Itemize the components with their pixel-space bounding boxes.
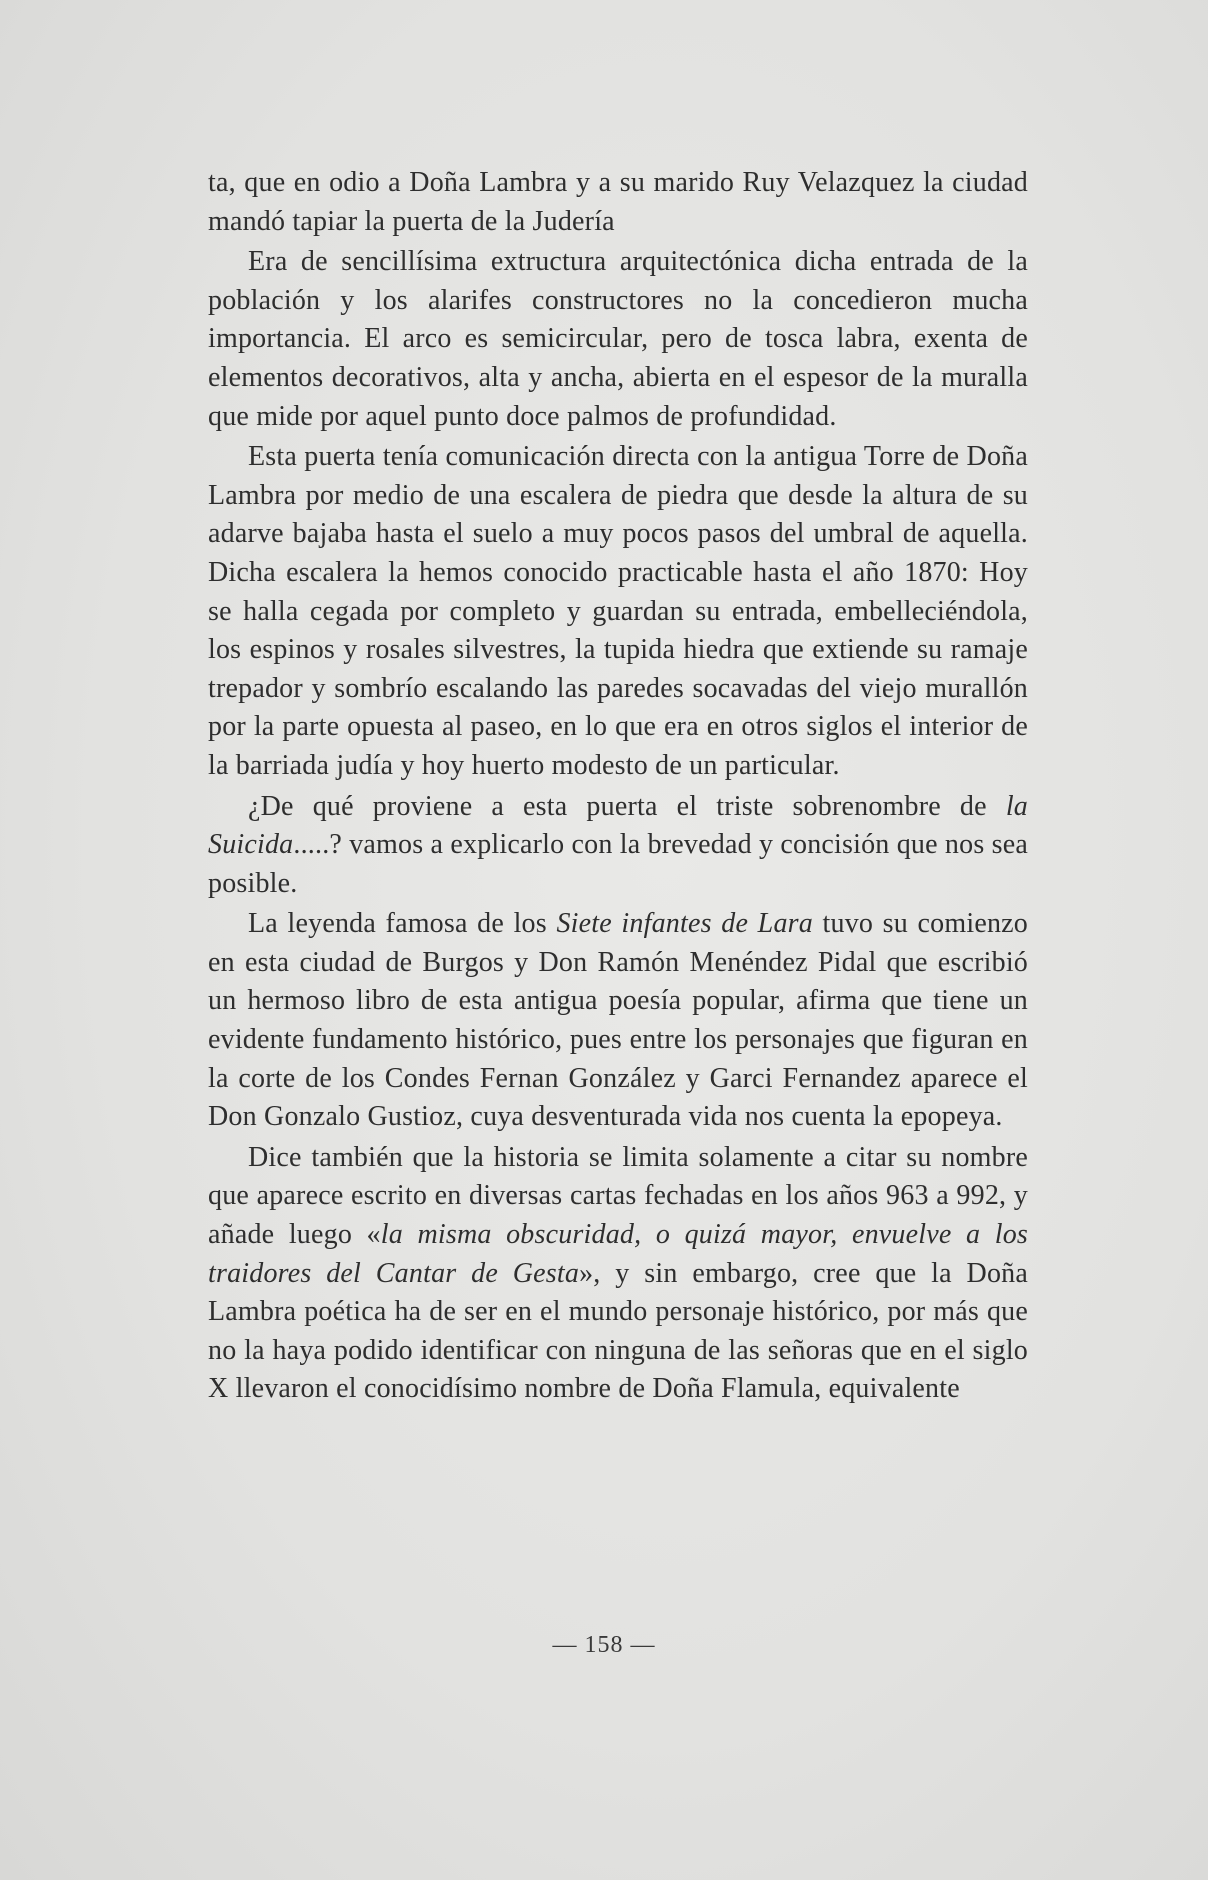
paragraph — [208, 905, 1028, 1137]
body-text — [208, 164, 1028, 1409]
text-run: Era de sencillísima extructura arquitectónica dicha entrada de la población y los alarifes constructores no la concedieron mucha importancia. El arco es semicircular, pero de tosca labra, exenta de elementos decorativos, alta y ancha, abierta en el espesor de la muralla que mide por aquel punto doce palmos de profundidad. — [208, 246, 1028, 432]
text-run: La leyenda famosa de los — [248, 908, 557, 940]
paragraph — [208, 438, 1028, 785]
text-run: ta, que en odio a Doña Lambra y a su marido Ruy Velazquez la ciudad mandó tapiar la puerta de la Judería — [208, 167, 1028, 237]
paragraph — [208, 788, 1028, 904]
italic-text: la Suicida — [208, 790, 1028, 861]
italic-text: la misma obscuridad, o quizá mayor, envuelve a los traidores del Cantar de Gesta — [208, 1219, 1028, 1289]
paragraph — [208, 1139, 1028, 1409]
italic-text: Siete infantes de Lara — [556, 908, 813, 940]
text-run: .....? vamos a explicarlo con la brevedad y concisión que nos sea posible. — [208, 829, 1028, 899]
page-number: — 158 — — [552, 1632, 656, 1658]
text-run: Dice también que la historia se limita solamente a citar su nombre que aparece escrito en diversas cartas fechadas en los años 963 a 992, y añade luego « — [208, 1141, 1028, 1251]
text-run: », y sin embargo, cree que la Doña Lambra poética ha de ser en el mundo personaje histórico, por más que no la haya podido identificar con ninguna de las señoras que en el siglo X llevaron el conocidísimo nombre de Doña Flamula, equivalente — [208, 1257, 1028, 1405]
text-run: tuvo su comienzo en esta ciudad de Burgos y Don Ramón Menéndez Pidal que escribió un hermoso libro de esta antigua poesía popular, afirma que tiene un evidente fundamento histórico, pues entre los personajes que figuran en la corte de los Condes Fernan González y Garci Fernandez aparece el Don Gonzalo Gustioz, cuya desventurada vida nos cuenta la epopeya. — [208, 908, 1028, 1133]
paragraph — [208, 243, 1028, 436]
text-run: ¿De qué proviene a esta puerta el triste sobrenombre de — [248, 790, 1006, 822]
paragraph — [208, 164, 1028, 241]
text-run: Esta puerta tenía comunicación directa con la antigua Torre de Doña Lambra por medio de una escalera de piedra que desde la altura de su adarve bajaba hasta el suelo a muy pocos pasos del umbral de aquella. Dicha escalera la hemos conocido practicable hasta el año 1870: Hoy se halla cegada por completo y guardan su entrada, embelleciéndola, los espinos y rosales silvestres, la tupida hiedra que extiende su ramaje trepador y sombrío escalando las paredes socavadas del viejo murallón por la parte opuesta al paseo, en lo que era en otros siglos el interior de la barriada judía y hoy huerto modesto de un particular. — [208, 441, 1028, 781]
